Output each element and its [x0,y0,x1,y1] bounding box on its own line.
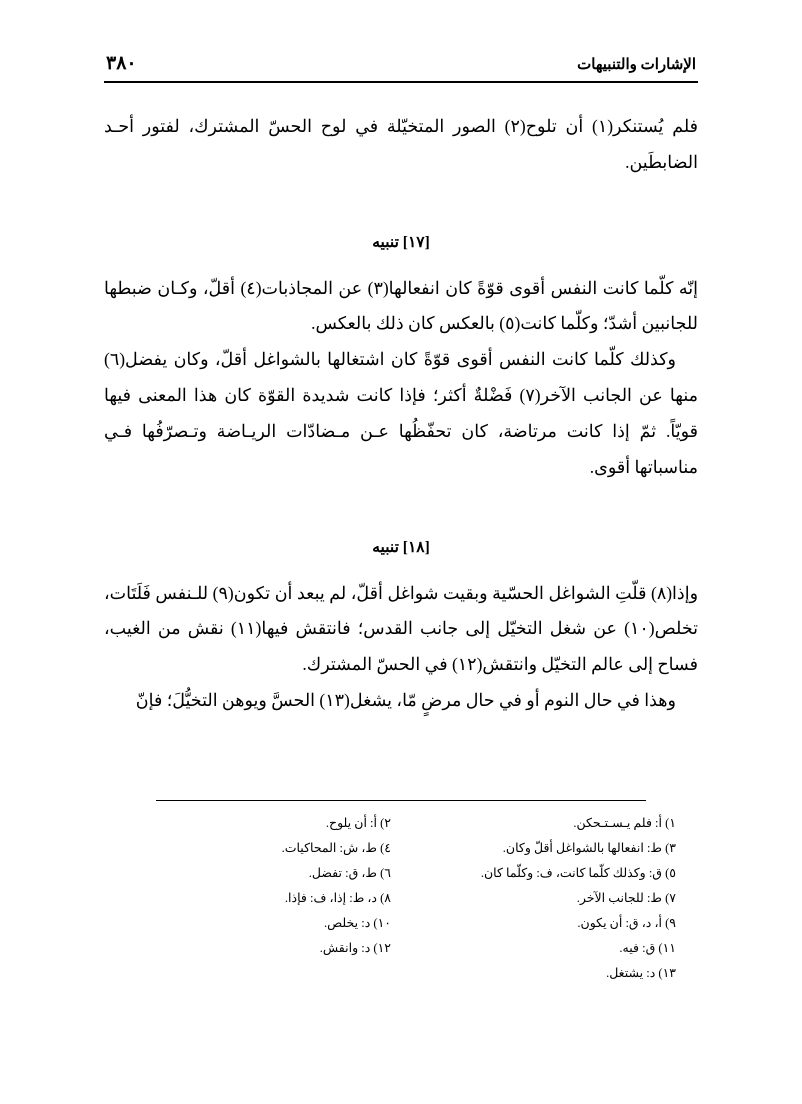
footnote-spacer [126,961,391,986]
book-title: الإشارات والتنبيهات [577,57,696,73]
paragraph-5: وهذا في حال النوم أو في حال مرضٍ مّا، يشغل(١٣) الحسَّ ويوهن التخيُّلَ؛ فإنّ [135,690,676,711]
footnote-item: ٢) أ: أن يلوح. [325,816,391,830]
paragraph-1: فلم يُستنكر(١) أن تلوح(٢) الصور المتخيّلة في لوح الحسّ المشترك، لفتور أحـد الضابطَين. [104,116,699,172]
paragraph-2: إنّه كلّما كانت النفس أقوى قوّةً كان انفعالها(٣) عن المجاذبات(٤) أقلّ، وكـان ضبطها للجانبين أشدّ؛ وكلّما كانت(٥) بالعكس كان ذلك بالعكس. [104,277,698,334]
footnotes-grid [104,811,698,986]
page-body [104,109,698,719]
footnote-item: ٩) أ، د، ق: أن يكون. [577,916,676,930]
spacer [104,486,698,532]
spacer [104,181,698,227]
footnote-item: ١٠) د: يخلص. [323,916,391,930]
page-number: ٣٨٠ [106,53,137,74]
footnote-item: ٧) ط: للجانب الآخر. [576,891,676,905]
section-heading-17: [١٧] تنبيه [372,233,430,251]
page-header [104,52,698,81]
paragraph-3: وكذلك كلّما كانت النفس أقوى قوّةً كان اشتغالها بالشواغل أقلّ، وكان يفضل(٦) منها عن الجانب الآخر(٧) فَضْلةٌ أكثر؛ فإذا كانت شديدة القوّة كان هذا المعنى فيها قويّاً. ثمّ إذا كانت مرتاضة، كان تحفّظُها عـن مـضادّات الريـاضة وتـصرّفُها فـي مناسباتها أقوى. [104,349,698,477]
spacer [104,259,698,271]
footnote-item: ٣) ط: انفعالها بالشواغل أقلّ وكان. [502,841,676,855]
section-heading-18: [١٨] تنبيه [372,538,430,556]
paragraph-4: وإذا(٨) قلّتِ الشواغل الحسّية وبقيت شواغل أقلّ، لم يبعد أن تكون(٩) للـنفس فَلَتَات، تخلص(١٠) عن شغل التخيّل إلى جانب القدس؛ فانتقش فيها(١١) نقش من الغيب، فساح إلى عالم التخيّل وانتقش(١٢) في الحسّ المشترك. [104,582,699,675]
footnote-item: ١١) ق: فيه. [619,941,676,955]
footnote-item: ٨) د، ط: إذا، ف: فإذا. [284,891,391,905]
spacer [104,564,698,576]
footnote-item: ٦) ط، ق: تفضل. [308,866,391,880]
footnote-item: ١٣) د: يشتغل. [606,966,676,980]
footnotes-divider [156,800,646,801]
footnote-item: ٥) ق: وكذلك كلّما كانت، ف: وكلّما كان. [480,866,676,880]
footnotes-section [104,800,698,986]
header-divider [104,81,698,83]
footnote-item: ١٢) د: وانقش. [319,941,391,955]
footnote-item: ١) أ: فلم يـسـتـحكن. [573,816,676,830]
footnote-item: ٤) ط، ش: المحاكيات. [281,841,391,855]
